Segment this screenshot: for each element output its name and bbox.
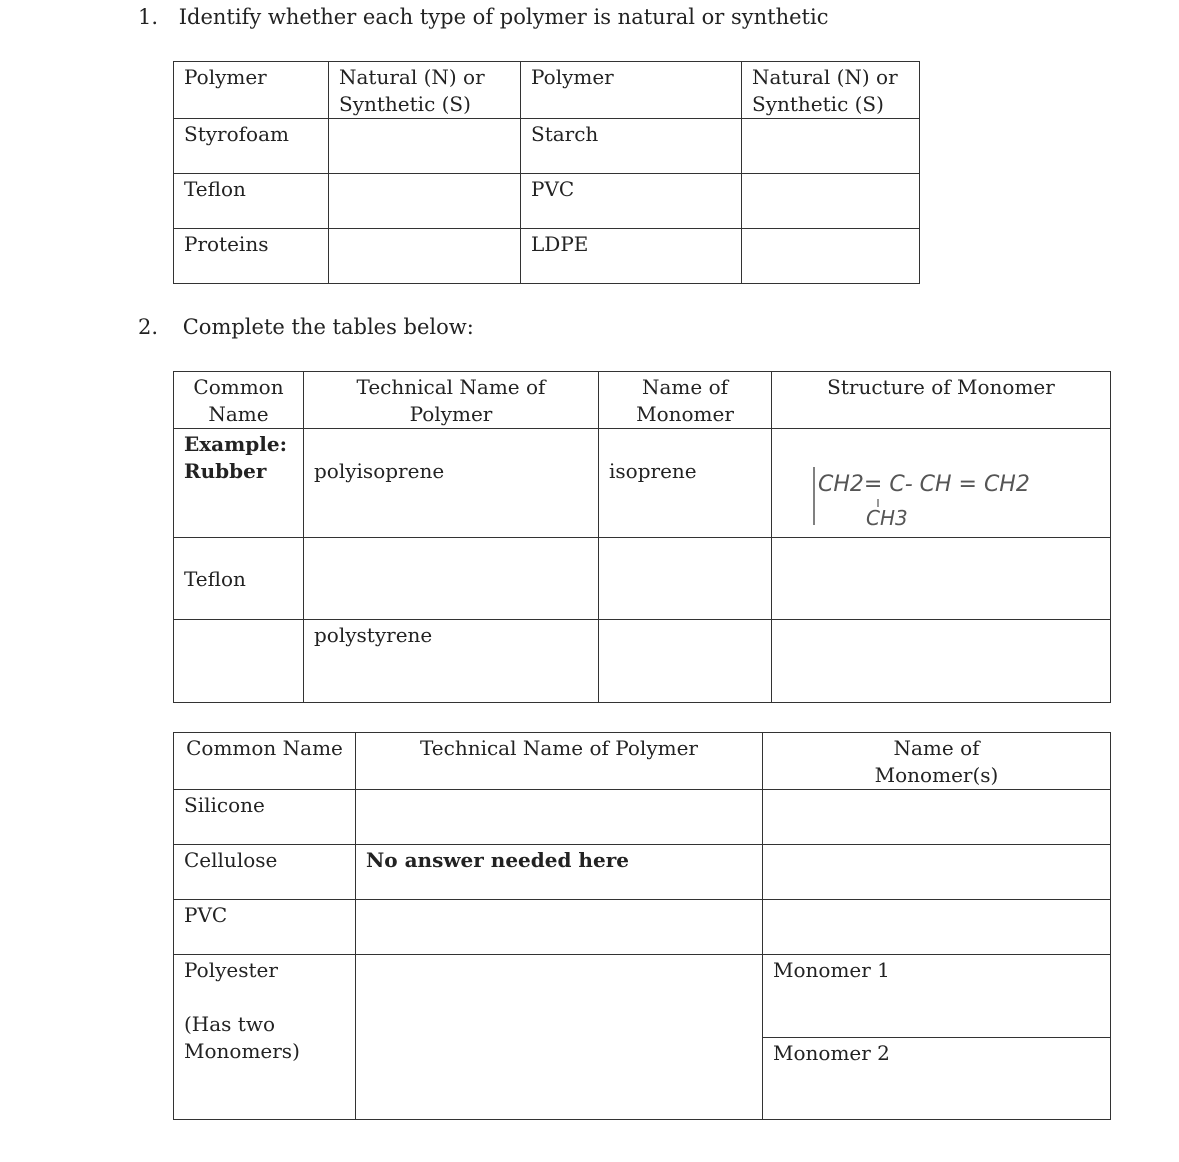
answer-cell[interactable] <box>304 538 599 620</box>
polymer-cell: Styrofoam <box>174 119 329 174</box>
header-cell: Natural (N) or Synthetic (S) <box>329 62 521 119</box>
table-row <box>174 900 1111 955</box>
polymer-cell: Proteins <box>174 229 329 284</box>
header-cell: Common Name <box>174 372 304 429</box>
answer-cell[interactable] <box>742 174 920 229</box>
example-row <box>174 429 1111 538</box>
table-row <box>174 790 1111 845</box>
question-number: 1. <box>138 5 159 29</box>
question-2 <box>138 315 474 339</box>
header-cell: Name of Monomer <box>599 372 772 429</box>
monomer-1-cell[interactable]: Monomer 1 <box>763 955 1111 1038</box>
header-cell: Name of Monomer(s) <box>763 733 1111 790</box>
answer-cell[interactable] <box>763 790 1111 845</box>
structure-cell <box>772 429 1111 538</box>
table-header-row <box>174 372 1111 429</box>
answer-cell[interactable] <box>356 790 763 845</box>
table-row <box>174 538 1111 620</box>
common-name-cell: PVC <box>174 900 356 955</box>
answer-cell[interactable] <box>772 538 1111 620</box>
answer-cell[interactable] <box>174 620 304 703</box>
answer-cell[interactable] <box>742 119 920 174</box>
monomer-2-cell[interactable]: Monomer 2 <box>763 1038 1111 1120</box>
question-prompt: Complete the tables below: <box>182 315 474 339</box>
table-row <box>174 955 1111 1038</box>
header-cell: Polymer <box>174 62 329 119</box>
table-row <box>174 845 1111 900</box>
technical-name-cell: polyisoprene <box>304 429 599 538</box>
answer-cell[interactable] <box>356 955 763 1120</box>
answer-cell[interactable] <box>599 538 772 620</box>
question-1 <box>138 5 828 29</box>
answer-cell[interactable] <box>329 229 521 284</box>
example-name-cell <box>174 429 304 538</box>
answer-cell[interactable] <box>599 620 772 703</box>
polymer-classification-table <box>173 61 920 284</box>
answer-cell[interactable] <box>763 845 1111 900</box>
header-cell: Technical Name of Polymer <box>356 733 763 790</box>
polymer-cell: LDPE <box>521 229 742 284</box>
header-cell: Common Name <box>174 733 356 790</box>
common-name-cell: Cellulose <box>174 845 356 900</box>
polymer-cell: PVC <box>521 174 742 229</box>
common-name-cell <box>174 955 356 1120</box>
polymer-monomer-table <box>173 371 1111 703</box>
technical-name-cell: polystyrene <box>304 620 599 703</box>
table-row <box>174 229 920 284</box>
answer-cell[interactable] <box>356 900 763 955</box>
common-name-cell: Teflon <box>174 538 304 620</box>
answer-cell[interactable] <box>329 174 521 229</box>
answer-cell[interactable] <box>772 620 1111 703</box>
structure-branch: CH3 <box>866 506 908 530</box>
header-cell: Structure of Monomer <box>772 372 1111 429</box>
polymer-cell: Teflon <box>174 174 329 229</box>
structure-formula: CH2= C- CH = CH2 <box>818 472 1030 497</box>
polyester-name: Polyester <box>184 958 278 982</box>
question-number: 2. <box>138 315 159 339</box>
answer-cell[interactable] <box>763 900 1111 955</box>
table-header-row <box>174 733 1111 790</box>
header-cell: Polymer <box>521 62 742 119</box>
question-prompt: Identify whether each type of polymer is natural or synthetic <box>178 5 829 29</box>
handwritten-structure <box>802 449 1062 539</box>
polymer-cell: Starch <box>521 119 742 174</box>
no-answer-cell: No answer needed here <box>356 845 763 900</box>
polymer-monomer-table-2 <box>173 732 1111 1120</box>
header-cell: Technical Name of Polymer <box>304 372 599 429</box>
answer-cell[interactable] <box>329 119 521 174</box>
answer-cell[interactable] <box>742 229 920 284</box>
table-header-row <box>174 62 920 119</box>
header-cell: Natural (N) or Synthetic (S) <box>742 62 920 119</box>
polyester-note: (Has two Monomers) <box>184 1012 300 1063</box>
common-name-cell: Silicone <box>174 790 356 845</box>
table-row <box>174 620 1111 703</box>
table-row <box>174 174 920 229</box>
example-label: Example: <box>184 432 287 456</box>
table-row <box>174 119 920 174</box>
example-name: Rubber <box>184 459 267 483</box>
monomer-name-cell: isoprene <box>599 429 772 538</box>
